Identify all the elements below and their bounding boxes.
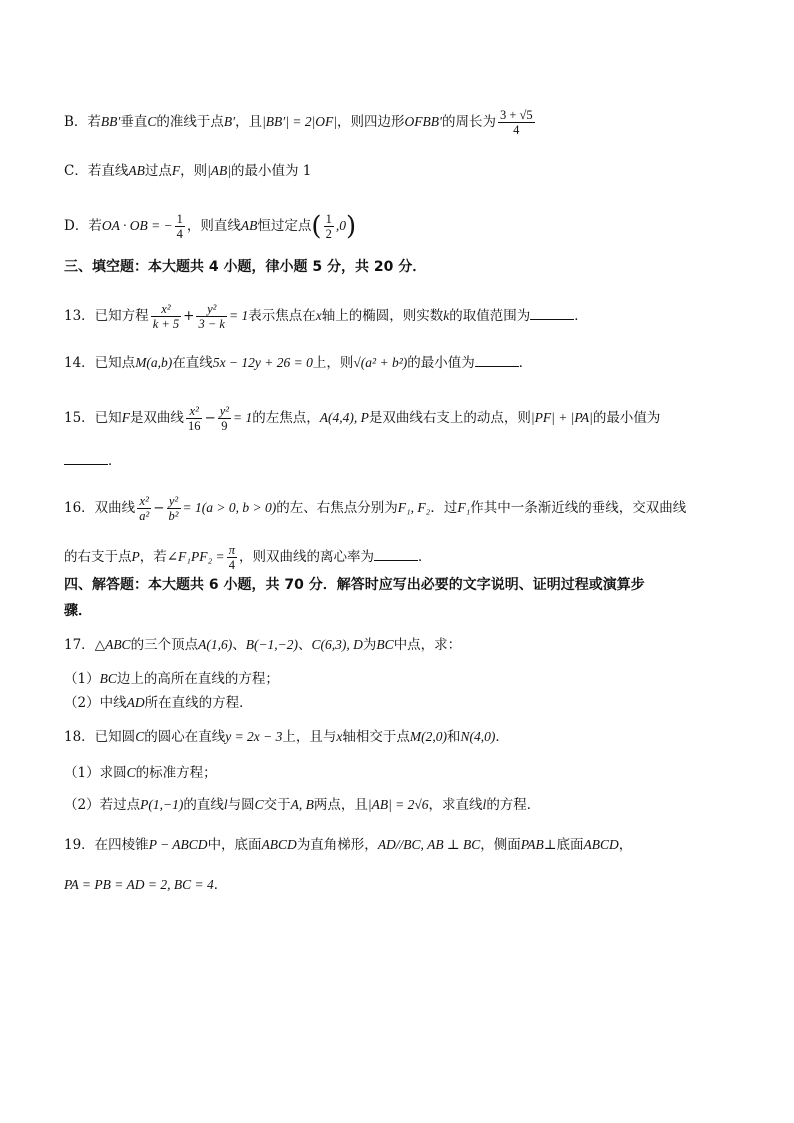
fraction: $\frac{\text{x²}}{\text{a²}}$ [139, 494, 150, 523]
question-13: 13．已知方程 $\frac{\text{x²}}{k + 5}$ + $\frac{\text{y²}}{3 - k}$ = 1表示焦点在x轴上的椭圆，则实数k的取值范围为 ． [64, 302, 588, 331]
fraction: $\frac{\pi}{4}$ [228, 543, 235, 572]
fraction: $\frac{\text{x²}}{16}$ [187, 404, 201, 433]
question-18-part-1: （1）求圆C的标准方程； [64, 765, 217, 781]
question-17: 17．△ABC的三个顶点A(1,6)、B(−1,−2)、C(6,3), D为BC中点，求： [64, 637, 462, 653]
option-c: C．若直线AB过点F，则|AB|的最小值为 1 [64, 163, 312, 179]
answer-blank[interactable] [475, 366, 519, 367]
section-title-solutions-cont: 骤． [64, 603, 92, 619]
fraction: $\frac{1}{4}$ [176, 212, 183, 241]
question-19: 19．在四棱锥P − ABCD中，底面ABCD为直角梯形，AD//BC, AB ⊥ BC，侧面PAB⊥底面ABCD， [64, 837, 633, 853]
answer-blank[interactable] [374, 560, 418, 561]
question-16: 16．双曲线 $\frac{\text{x²}}{\text{a²}}$ − $\frac{\text{y²}}{\text{b²}}$ = 1(a > 0, b > 0)的左、右焦点分别为F₁, F₂．过F₁作其中一条渐近线的垂线，交双曲线 [64, 494, 687, 523]
fraction: $\frac{\text{x²}}{k + 5}$ [152, 302, 180, 331]
question-15: 15．已知F是双曲线 $\frac{\text{x²}}{16}$ − $\frac{\text{y²}}{9}$ = 1的左焦点，A(4,4), P是双曲线右支上的动点，则|PF| + |PA|的最小值为 [64, 404, 661, 433]
question-16-cont: 的右支于点P，若∠F₁PF₂ = $\frac{\pi}{4}$ ，则双曲线的离心率为 ． [64, 543, 432, 572]
question-17-part-2: （2）中线AD所在直线的方程． [64, 695, 253, 711]
answer-blank[interactable] [64, 464, 108, 465]
question-19-cont: PA = PB = AD = 2, BC = 4． [64, 877, 228, 893]
option-d: D．若OA · OB = − $\frac{1}{4}$ ，则直线AB恒过定点( $\frac{1}{2}$ ,0) [64, 211, 357, 242]
question-18-part-2: （2）若过点P(1,−1)的直线l与圆C交于A, B两点，且|AB| = 2√6，求直线l的方程． [64, 797, 541, 813]
question-17-part-1: （1）BC边上的高所在直线的方程； [64, 671, 279, 687]
question-18: 18．已知圆C的圆心在直线y = 2x − 3上，且与x轴相交于点M(2,0)和N(4,0)． [64, 729, 509, 745]
option-b: B．若BB′垂直C的准线于点B′，且|BB′| = 2|OF|，则四边形OFBB′的周长为 $\frac{3 + √5}{4}$ [64, 108, 533, 137]
fraction: $\frac{\text{y²}}{3 - k}$ [198, 302, 225, 331]
section-title-solutions: 四、解答题：本大题共 6 小题，共 70 分．解答时应写出必要的文字说明、证明过程或演算步 [64, 577, 645, 593]
question-14: 14．已知点M(a,b)在直线5x − 12y + 26 = 0上，则√(a² + b²)的最小值为 ． [64, 355, 533, 371]
section-title-fill-in: 三、填空题：本大题共 4 小题，律小题 5 分，共 20 分． [64, 259, 427, 275]
answer-blank[interactable] [530, 319, 574, 320]
fraction: $\frac{\text{y²}}{\text{b²}}$ [168, 494, 179, 523]
fraction: $\frac{\text{y²}}{9}$ [219, 404, 230, 433]
fraction: $\frac{1}{2}$ [325, 212, 332, 241]
question-15-blank: ． [64, 452, 744, 470]
fraction: $\frac{3 + √5}{4}$ [499, 108, 533, 137]
